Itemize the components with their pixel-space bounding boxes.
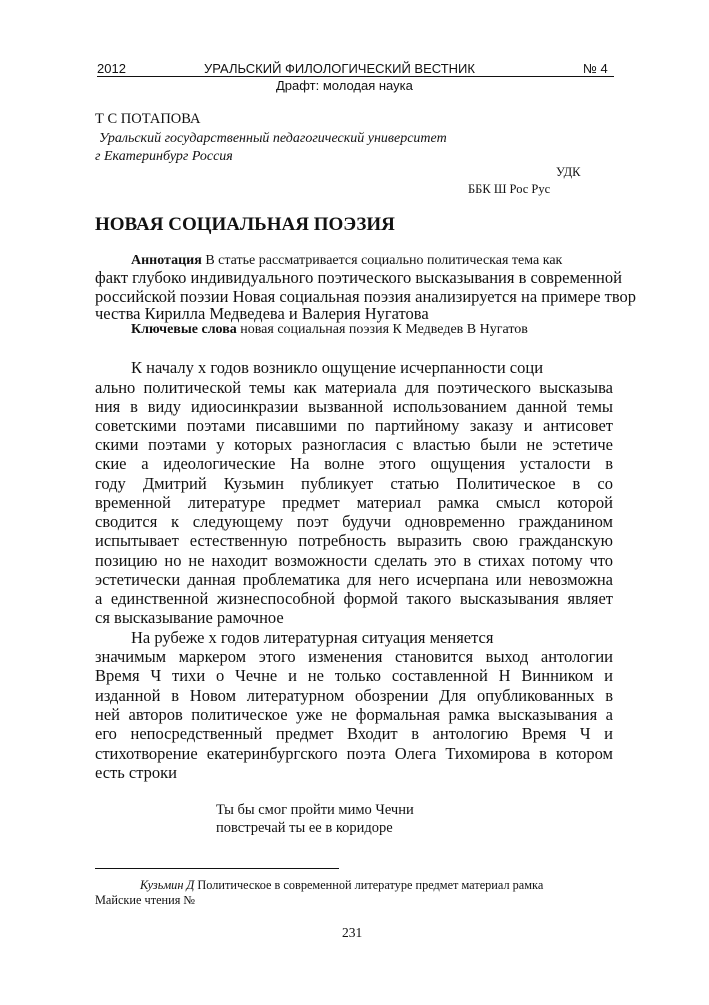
body-line: сводится к следующему поэт будучи одновременно гражданином — [95, 512, 613, 531]
author-name: Т С ПОТАПОВА — [95, 111, 201, 127]
footnote-author: Кузьмин Д — [140, 878, 195, 892]
poem-line: повстречай ты ее в коридоре — [216, 820, 393, 836]
bbk-code: ББК Ш Рос Рус — [468, 182, 551, 196]
abstract-text-1: В статье рассматривается социально политическая тема как — [201, 253, 563, 268]
body-line: позицию но не находит возможности сделать это в стихах потому что — [95, 551, 613, 570]
header-issue: № 4 — [583, 61, 608, 76]
article-title: НОВАЯ СОЦИАЛЬНАЯ ПОЭЗИЯ — [95, 214, 395, 235]
body-line: ся высказывание рамочное — [95, 608, 284, 627]
footnote-text: Политическое в современной литературе предмет материал рамка — [194, 878, 544, 892]
body-line: ней авторов политическое уже не формальная рамка высказывания а — [95, 705, 613, 724]
header-journal: УРАЛЬСКИЙ ФИЛОЛОГИЧЕСКИЙ ВЕСТНИК — [204, 61, 475, 76]
keywords-label: Ключевые слова — [131, 322, 237, 337]
author-affiliation: Уральский государственный педагогический университет — [99, 131, 447, 146]
abstract-line-3: российской поэзии Новая социальная поэзия анализируется на примере твор — [95, 287, 637, 306]
body-line: К началу х годов возникло ощущение исчерпанности соци — [131, 358, 544, 377]
body-line: есть строки — [95, 763, 178, 782]
body-line: а единственной жизнеспособной формой такого высказывания являет — [95, 589, 613, 608]
body-line: ния в виду идиосинкразии вызванной использованием данной темы — [95, 397, 613, 416]
body-line: испытывает естественную потребность выразить свою гражданскую — [95, 531, 613, 550]
body-line: его непосредственный предмет Входит в антологию Время Ч и — [95, 724, 613, 743]
body-line: временной литературе предмет материал рамка смысл которой — [95, 493, 613, 512]
footnote-rule — [95, 868, 339, 869]
body-line: Время Ч тихи о Чечне и не только составленной Н Винником и — [95, 666, 613, 685]
body-line: ские а идеологические На волне этого ощущения усталости в — [95, 454, 613, 473]
abstract-line-1 — [131, 253, 562, 269]
body-line: изданной в Новом литературном обозрении Для опубликованных в — [95, 686, 613, 705]
page-number: 231 — [342, 925, 363, 940]
poem-line: Ты бы смог пройти мимо Чечни — [216, 802, 414, 818]
body-line: значимым маркером этого изменения становится выход антологии — [95, 647, 613, 666]
abstract-label: Аннотация — [131, 253, 202, 268]
body-line: эстетически данная проблематика для него исчерпана или невозможна — [95, 570, 613, 589]
body-line: На рубеже х годов литературная ситуация меняется — [131, 628, 494, 647]
abstract-line-4: чества Кирилла Медведева и Валерия Нугатова — [95, 304, 429, 323]
body-line: советскими поэтами писавшими по партийному заказу и антисовет — [95, 416, 613, 435]
udk-code: УДК — [556, 165, 581, 179]
abstract-line-2: факт глубоко индивидуального поэтического высказывания в современной — [95, 268, 622, 287]
header-year: 2012 — [97, 61, 126, 76]
keywords-text: новая социальная поэзия К Медведев В Нугатов — [236, 322, 528, 337]
author-city: г Екатеринбург Россия — [95, 149, 233, 164]
footnote-line-1 — [140, 878, 543, 893]
header-rule — [97, 76, 614, 77]
body-line: году Дмитрий Кузьмин публикует статью Политическое в со — [95, 474, 613, 493]
body-line: стихотворение екатеринбургского поэта Олега Тихомирова в котором — [95, 744, 613, 763]
keywords-line — [131, 322, 528, 338]
footnote-line-2: Майские чтения № — [95, 893, 196, 907]
body-line: скими поэтами у которых разногласия с властью были не эстетиче — [95, 435, 613, 454]
body-line: ально политической темы как материала для поэтического высказыва — [95, 378, 613, 397]
header-subtitle: Драфт: молодая наука — [276, 78, 413, 93]
